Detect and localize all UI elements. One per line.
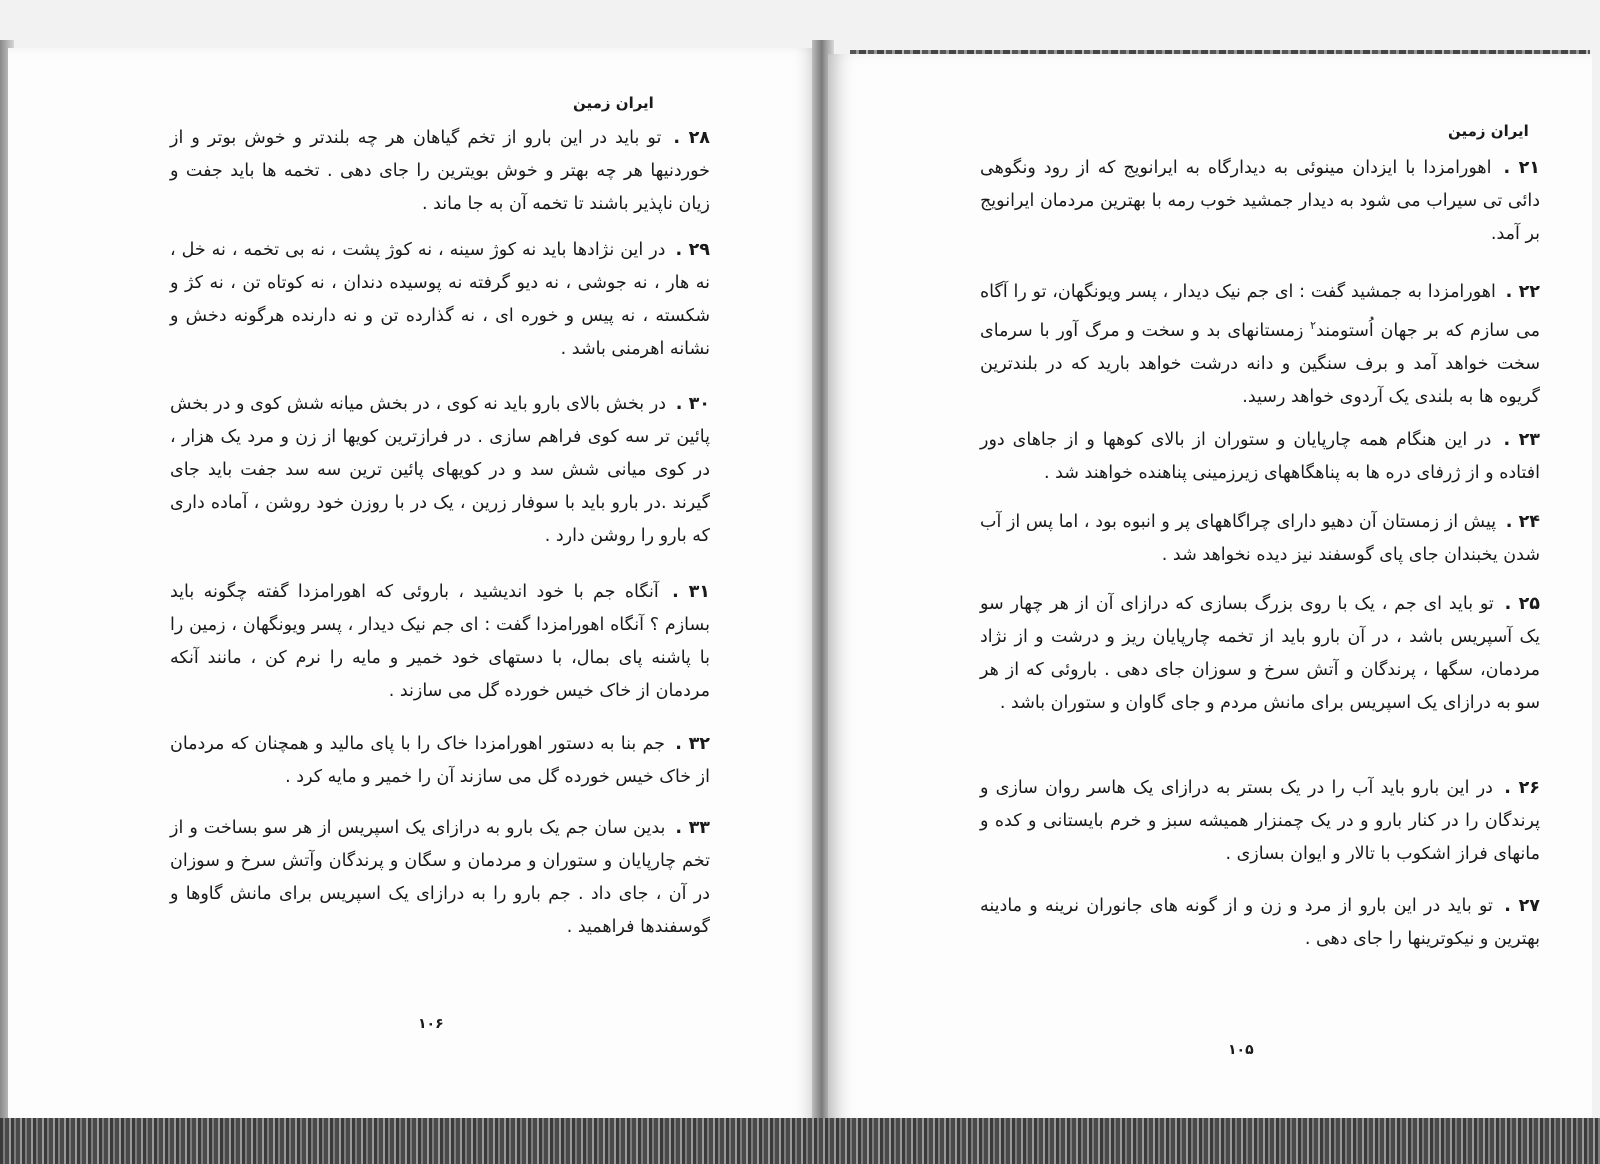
paragraph-text: اهورامزدا با ایزدان مینوئی به دیدارگاه به ایرانویج که از رود ونگوهی دائی تی سیراب می شود به دیدار جمشید خوب رمه با بهترین مردمان ایرانویج بر آمد. [980, 158, 1540, 244]
paragraph-number: ۲۵ . [1504, 594, 1540, 614]
paragraph-27 [980, 890, 1540, 956]
page-number: ۱۰۵ [1228, 1042, 1254, 1058]
paragraph-33 [170, 812, 710, 944]
paragraph-number: ۲۳ . [1503, 430, 1540, 450]
paragraph-30 [170, 388, 710, 553]
paragraph-text: در این نژادها باید نه کوژ سینه ، نه کوژ پشت ، نه بی تخمه ، نه خل ، نه هار ، نه جوشی ، نه دیو گرفته نه پوسیده دندان ، نه کوتاه تن ، نه کژ و شکسته ، نه پیس و خوره ای ، نه گذارده تن و نه دارنده هرگونه دخش و نشانه اهرمنی باشد . [170, 240, 710, 359]
paragraph-text: تو باید در این بارو از مرد و زن و از گونه های جانوران نرینه و مادینه بهترین و نیکوترینها را جای دهی . [980, 896, 1540, 949]
paragraph-31 [170, 576, 710, 708]
paragraph-26 [980, 772, 1540, 871]
paragraph-number: ۳۲ . [675, 734, 710, 754]
paragraph-text: آنگاه جم با خود اندیشید ، باروئی که اهورامزدا گفته چگونه باید بسازم ؟ آنگاه اهورامزدا گفت : ای جم نیک دیدار ، پسر ویونگهان ، زمین را با پاشنه پای بمال، با دستهای خود خمیر و مایه را نرم کن ، مانند آنکه مردمان از خاک خیس خورده گل می سازند . [170, 582, 710, 701]
paragraph-text: اهورامزدا به جمشید گفت : ای جم نیک دیدار ، پسر ویونگهان، تو را آگاه می سازم که بر جهان اُستومند [980, 282, 1540, 341]
paragraph-number: ۲۸ . [673, 128, 710, 148]
paragraph-25 [980, 588, 1540, 720]
scan-edge-bottom [0, 1118, 1600, 1164]
paragraph-21 [980, 152, 1540, 251]
paragraph-number: ۲۴ . [1505, 512, 1540, 532]
running-header: ایران زمین [1448, 122, 1529, 140]
paragraph-number: ۲۶ . [1504, 778, 1540, 798]
paragraph-text: در این بارو باید آب را در یک بستر به درازای یک هاسر روان سازی و پرندگان را در کنار بارو و در یک چمنزار همیشه سبز و خرم بایستانی و کده و مانهای فراز اشکوب با تالار و ایوان بسازی . [980, 778, 1540, 864]
paragraph-number: ۲۱ . [1503, 158, 1540, 178]
paragraph-text: تو باید ای جم ، یک با روی بزرگ بسازی که درازای آن از هر چهار سو یک آسپریس باشد ، در آن بارو باید از تخمه چارپایان ریز و درشت و از نژاد مردمان، سگها ، پرندگان و آتش سرخ و سوزان جای دهی . باروئی که از هر سو به درازای یک اسپریس برای مانش مردم و جای گاوان و ستوران باشد . [980, 594, 1540, 713]
page-106 [8, 48, 820, 1128]
paragraph-number: ۲۲ . [1505, 282, 1540, 302]
paragraph-24 [980, 506, 1540, 572]
paragraph-number: ۳۳ . [675, 818, 710, 838]
footnote-marker: ۲ [1310, 319, 1317, 332]
paragraph-text: جم بنا به دستور اهورامزدا خاک را با پای مالید و همچنان که مردمان از خاک خیس خورده گل می سازند آن را خمیر و مایه کرد . [170, 734, 710, 787]
paragraph-number: ۲۹ . [675, 240, 710, 260]
paragraph-number: ۳۰ . [675, 394, 710, 414]
paragraph-number: ۳۱ . [672, 582, 710, 602]
paragraph-28 [170, 122, 710, 221]
running-header: ایران زمین [573, 94, 654, 112]
paragraph-29 [170, 234, 710, 366]
page-105 [828, 54, 1592, 1124]
paragraph-text: بدین سان جم یک بارو به درازای یک اسپریس از هر سو بساخت و از تخم چارپایان و ستوران و مردمان و سگان و پرندگان وآتش سرخ و سوزان در آن ، جای داد . جم بارو را به درازای یک اسپریس برای مانش گاوها و گوسفندها فراهمید . [170, 818, 710, 937]
paragraph-text: زمستانهای بد و سخت و مرگ آور با سرمای سخت خواهد آمد و برف سنگین و دانه درشت خواهد بارید که در بلندترین گریوه ها به بلندی یک آردوی خواهد رسید. [980, 320, 1540, 407]
paragraph-text: پیش از زمستان آن دهیو دارای چراگاههای پر و انبوه بود ، اما پس از آب شدن یخبندان جای پای گوسفند نیز دیده نخواهد شد . [980, 512, 1540, 565]
paragraph-22 [980, 276, 1540, 414]
paragraph-23 [980, 424, 1540, 490]
paragraph-text: تو باید در این بارو از تخم گیاهان هر چه بلندتر و خوش بوتر و از خوردنیها هر چه بهتر و خوش بویترین را جای دهی . تخمه ها باید جفت و زیان ناپذیر باشند تا تخمه آن به جا ماند . [170, 128, 710, 214]
paragraph-number: ۲۷ . [1504, 896, 1540, 916]
paragraph-text: در این هنگام همه چارپایان و ستوران از بالای کوهها و از جاهای دور افتاده و از ژرفای دره ها به پناهگاههای زیرزمینی پناهنده خواهند شد . [980, 430, 1540, 483]
paragraph-32 [170, 728, 710, 794]
paragraph-text: در بخش بالای بارو باید نه کوی ، در بخش میانه شش کوی و در بخش پائین تر سه کوی فراهم سازی . در فرازترین کویها از زن و مرد یک هزار ، در کوی میانی شش سد و در کویهای پائین ترین سه سد جفت باید جای گیرند .در بارو باید با سوفار زرین ، یک در با روزن خود روشن ، آماده داری که بارو را روشن دارد . [170, 394, 710, 546]
page-number: ۱۰۶ [418, 1016, 444, 1032]
